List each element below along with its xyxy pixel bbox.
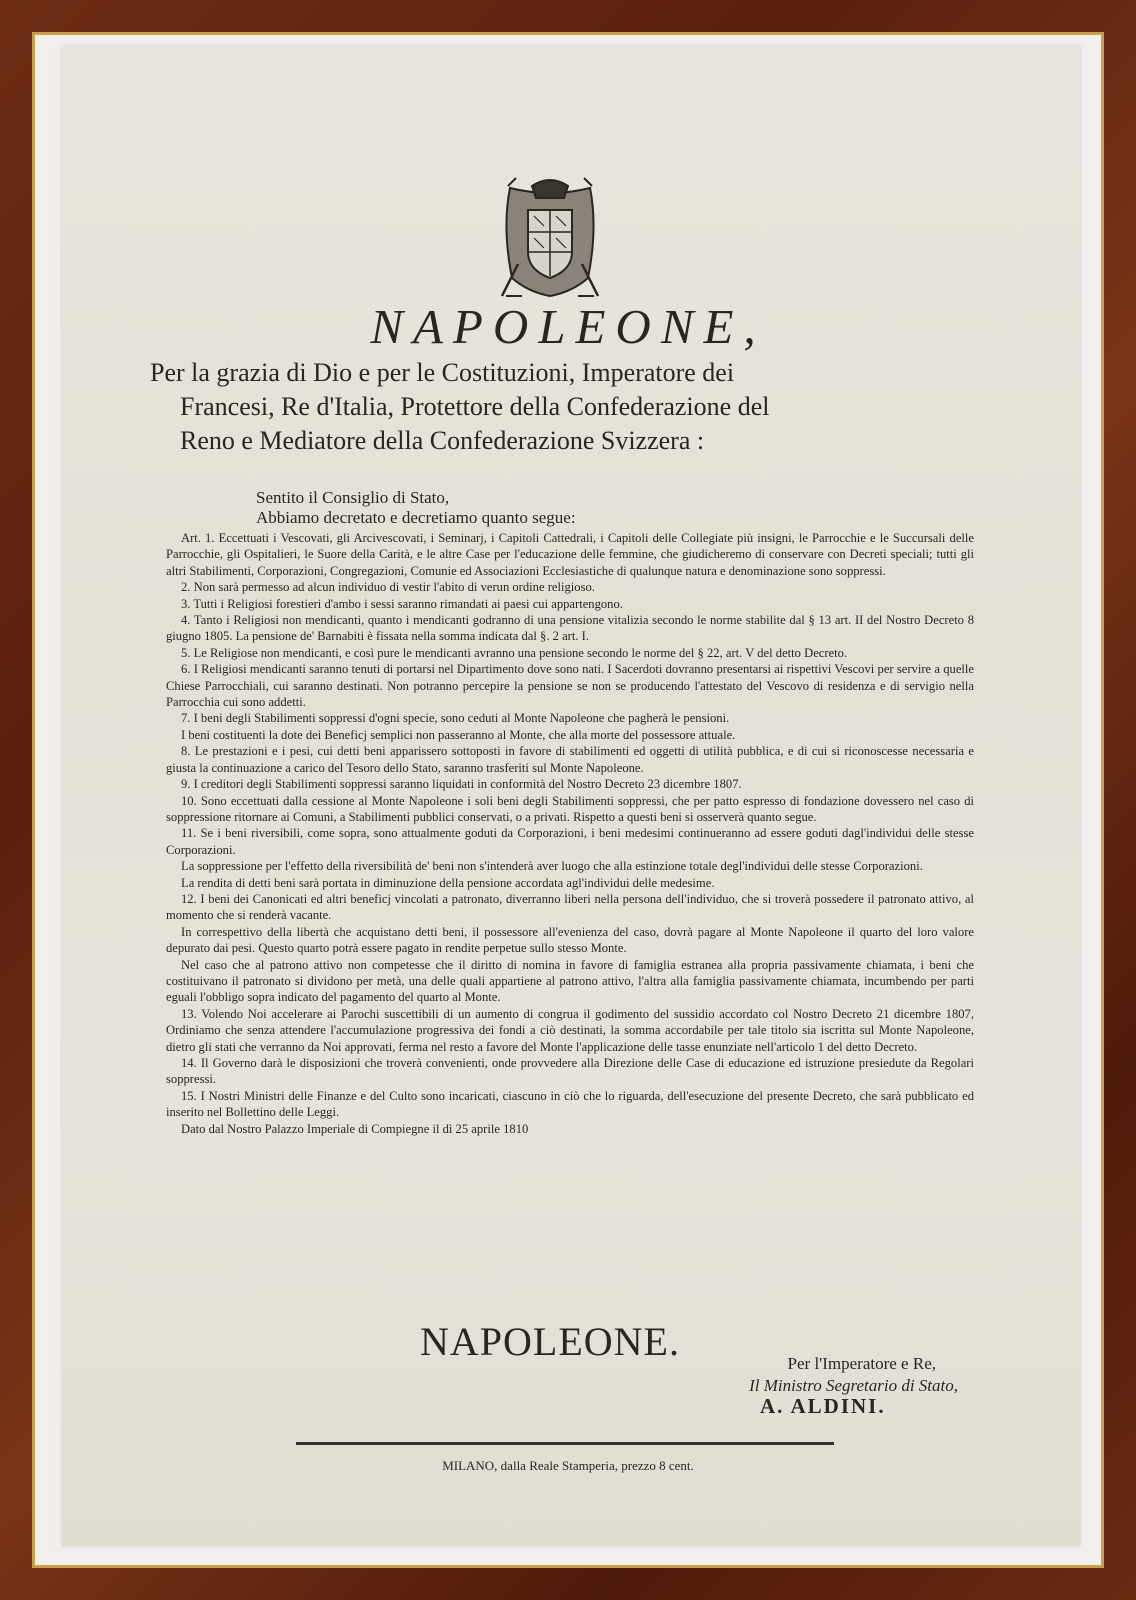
heading-line-3: Reno e Mediatore della Confederazione Svizzera : [180,426,705,455]
dated-line: Dato dal Nostro Palazzo Imperiale di Compiegne il dì 25 aprile 1810 [181,1121,529,1136]
article-14: 14. Il Governo darà le disposizioni che troverà convenienti, onde provvedere alla Direzione delle Case di educazione ed istruzione presiedute da Regolari soppressi. [166,1056,974,1087]
heading-line-1: Per la grazia di Dio e per le Costituzioni, Imperatore dei [150,358,735,387]
article-9: 9. I creditori degli Stabilimenti soppressi saranno liquidati in conformità del Nostro Decreto 23 dicembre 1807. [181,777,742,792]
article-11: 11. Se i beni riversibili, come sopra, sono attualmente goduti da Corporazioni, i beni medesimi continueranno ad essere goduti dagl'individui delle stesse Corporazioni. [166,826,974,857]
article-5: 5. Le Religiose non mendicanti, e così pure le mendicanti avranno una pensione secondo le norme del § 22, art. V del detto Decreto. [181,645,848,660]
decree-title: NAPOLEONE, [370,299,766,354]
printer-imprint: MILANO, dalla Reale Stamperia, prezzo 8 cent. [442,1458,694,1473]
article-3: 3. Tutti i Religiosi forestieri d'ambo i sessi saranno rimandati ai paesi cui appartengono. [181,596,623,611]
article-8: 8. Le prestazioni e i pesi, cui detti beni apparissero sottoposti in favore di stabilimenti ed oggetti di utilità pubblica, e di cui si riconoscesse necessaria e giusta la continuazione a carico del Tesoro dello Stato, saranno trasferiti sul Monte Napoleone. [166,744,974,775]
article-12-paragraph-2: Nel caso che al patrono attivo non competesse che il diritto di nomina in favore di famiglia estranea alla propria passivamente chiamata, i beni che costituivano il patronato si dividono per metà, una delle quali appartiene al patrono attivo, l'altra alla famiglia passivamente chiamata, incumbendo per parti eguali l'obbligo sopra indicato del pagamento del quarto al Monte. [166,957,974,1005]
article-12: 12. I beni dei Canonicati ed altri beneficj vincolati a patronato, diverranno liberi nella persona dell'individuo, che si troverà possedere il patronato attivo, al momento che si renderà vacante. [166,891,974,923]
intro-line-1: Sentito il Consiglio di Stato, [256,488,450,507]
intro-line-2: Abbiamo decretato e decretiamo quanto segue: [256,508,576,527]
countersign-name: A. ALDINI. [760,1394,886,1418]
article-4: 4. Tanto i Religiosi non mendicanti, quanto i mendicanti godranno di una pensione vitalizia secondo le norme stabilite dal § 13 art. II del Nostro Decreto 8 giugno 1805. La pensione de' Barnabiti è fissata nella somma indicata dal §. 2 art. I. [166,613,974,644]
article-7: 7. I beni degli Stabilimenti soppressi d'ogni specie, sono ceduti al Monte Napoleone che pagherà le pensioni. [181,711,730,726]
article-6: 6. I Religiosi mendicanti saranno tenuti di portarsi nel Dipartimento dove sono nati. I Sacerdoti dovranno presentarsi ai rispettivi Vescovi per servire a quelle Chiese Parrocchiali, cui saranno destinati. Non potranno percepire la pensione se non se producendo l'attestato del Vescovo di residenza e di servigio nella Parrocchia cui sono addetti. [166,662,974,710]
article-12-paragraph-1: In correspettivo della libertà che acquistano detti beni, il possessore all'evenienza del caso, dovrà pagare al Monte Napoleone il quarto del loro valore depurato dai pesi. Questo quarto potrà essere pagato in rendite perpetue sullo stesso Monte. [166,924,974,956]
article-1: Art. 1. Eccettuati i Vescovati, gli Arcivescovati, i Seminarj, i Capitoli Cattedrali, i Capitoli delle Collegiate più insigni, le Parrocchie e le Succursali delle Parrocchie, gli Ospitalieri, le Suore della Carità, e le altre Case per l'educazione delle femmine, che giudicheremo di conservare con Decreti speciali; tutti gli altri Stabilimenti, Corporazioni, Congregazioni, Comunie ed Associazioni Ecclesiastiche di qualunque natura e denominazione sono soppressi. [166,531,974,578]
article-7-paragraph: I beni costituenti la dote dei Beneficj semplici non passeranno al Monte, che alla morte del possessore attuale. [181,727,736,742]
divider-rule [296,1442,834,1445]
decree-articles [166,530,974,1137]
heading-line-2: Francesi, Re d'Italia, Protettore della Confederazione del [180,392,770,421]
article-10: 10. Sono eccettuati dalla cessione al Monte Napoleone i soli beni degli Stabilimenti soppressi, che per patto espresso di fondazione dovessero nel caso di soppressione ritornare ai Comuni, a Stabilimenti pubblici conservati, o a privati. Rispetto a questi beni si osserverà quanto segue. [166,793,974,824]
article-11-paragraph-1: La soppressione per l'effetto della riversibilità de' beni non s'intenderà aver luogo che alla estinzione totale degl'individui delle stesse Corporazioni. [181,859,923,874]
article-13: 13. Volendo Noi accelerare ai Parochi suscettibili di un aumento di congrua il godimento del sussidio accordato col Nostro Decreto 21 dicembre 1807, Ordiniamo che senza attendere l'accumulazione progressiva dei fondi a ciò destinati, la somma accordabile per tale titolo sia iscritta sul Monte Napoleone, dietro gli stati che verranno da Noi approvati, ferma nel resto a favore del Monte l'applicazione delle tasse enunziate nell'articolo 1 del detto Decreto. [166,1006,974,1054]
coat-of-arms-icon [488,168,612,306]
article-15: 15. I Nostri Ministri delle Finanze e del Culto sono incaricati, ciascuno in ciò che lo riguarda, dell'esecuzione del presente Decreto, che sarà pubblicato ed inserito nel Bollettino delle Leggi. [166,1088,974,1120]
article-11-paragraph-2: La rendita di detti beni sarà portata in diminuzione della pensione accordata agl'individui delle medesime. [181,875,715,890]
article-2: 2. Non sarà permesso ad alcun individuo di vestir l'abito di verun ordine religioso. [181,580,595,595]
countersign-line-2: Il Ministro Segretario di Stato, [749,1376,958,1395]
signature-napoleone: NAPOLEONE. [420,1319,680,1364]
countersign-line-1: Per l'Imperatore e Re, [787,1354,936,1373]
